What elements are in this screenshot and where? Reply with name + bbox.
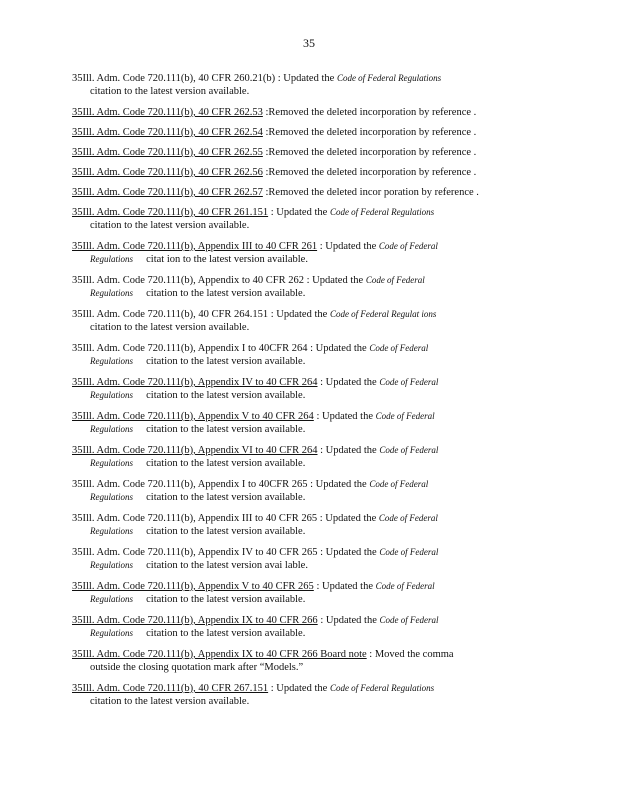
change-entry — [72, 342, 552, 368]
entry-reference: 35Ill. Adm. Code 720.111(b), 40 CFR 262.55 — [72, 147, 263, 158]
entry-text: : Updated the — [277, 73, 335, 84]
entry-continuation-text: citation to the latest version available. — [146, 424, 306, 435]
entry-italic: Code of Federal — [379, 377, 439, 387]
entry-italic: Code of Federal — [369, 479, 429, 489]
entry-italic-cont: Regulations — [90, 424, 133, 434]
entry-reference: 35Ill. Adm. Code 720.111(b), Appendix IV to 40 CFR 264 — [72, 377, 318, 388]
entry-italic: Code of Federal — [375, 581, 435, 591]
entry-reference: 35Ill. Adm. Code 720.111(b), Appendix V to 40 CFR 264 — [72, 411, 314, 422]
entry-text: : Updated the — [320, 615, 377, 626]
entry-continuation — [72, 695, 552, 708]
entry-reference: 35Ill. Adm. Code 720.111(b), 40 CFR 262.56 — [72, 167, 263, 178]
change-entry — [72, 376, 552, 402]
entry-italic-cont: Regulations — [90, 526, 133, 536]
entry-italic: Code of Federal Regulations — [329, 683, 435, 693]
change-entry — [72, 444, 552, 470]
entry-text: :Removed the deleted incorporation by reference . — [265, 167, 477, 178]
entry-reference: 35Ill. Adm. Code 720.111(b), 40 CFR 262.53 — [72, 107, 263, 118]
entry-continuation — [72, 219, 552, 232]
entry-continuation — [72, 355, 552, 368]
change-list — [72, 72, 552, 716]
entry-reference: 35Ill. Adm. Code 720.111(b), Appendix VI to 40 CFR 264 — [72, 445, 318, 456]
entry-continuation — [72, 525, 552, 538]
change-entry — [72, 146, 552, 159]
entry-italic-cont: Regulations — [90, 458, 133, 468]
entry-continuation-text: citation to the latest version available. — [146, 492, 306, 503]
entry-text: : Updated the — [270, 207, 328, 218]
entry-text: : Updated the — [319, 241, 377, 252]
change-entry — [72, 274, 552, 300]
entry-continuation — [72, 457, 552, 470]
entry-continuation — [72, 491, 552, 504]
entry-text: : Updated the — [316, 411, 374, 422]
entry-continuation — [72, 287, 552, 300]
entry-continuation — [72, 661, 552, 674]
entry-continuation-text: citation to the latest version available. — [146, 628, 306, 639]
entry-text: : Updated the — [316, 581, 374, 592]
change-entry — [72, 410, 552, 436]
entry-italic-cont: Regulations — [90, 594, 133, 604]
entry-reference: 35Ill. Adm. Code 720.111(b), 40 CFR 264.151 — [72, 309, 269, 320]
entry-italic: Code of Federal — [379, 445, 439, 455]
change-entry — [72, 240, 552, 266]
entry-text: : Updated the — [270, 683, 328, 694]
entry-text: : Updated the — [320, 377, 377, 388]
change-entry — [72, 546, 552, 572]
entry-reference: 35Ill. Adm. Code 720.111(b), Appendix I to 40CFR 265 — [72, 479, 308, 490]
entry-reference: 35Ill. Adm. Code 720.111(b), 40 CFR 262.54 — [72, 127, 263, 138]
change-entry — [72, 648, 552, 674]
change-entry — [72, 512, 552, 538]
entry-italic-cont: Regulations — [90, 560, 133, 570]
entry-continuation-text: citation to the latest version available. — [90, 696, 250, 707]
entry-reference: 35Ill. Adm. Code 720.111(b), Appendix IV to 40 CFR 265 — [72, 547, 318, 558]
entry-italic: Code of Federal Regulat ions — [329, 309, 437, 319]
change-entry — [72, 682, 552, 708]
entry-continuation — [72, 321, 552, 334]
change-entry — [72, 580, 552, 606]
entry-reference: 35Ill. Adm. Code 720.111(b), 40 CFR 260.21(b) — [72, 73, 276, 84]
entry-continuation — [72, 253, 552, 266]
entry-text: : Moved the comma — [369, 649, 454, 660]
change-entry — [72, 478, 552, 504]
entry-continuation-text: citation to the latest version available. — [146, 390, 306, 401]
entry-continuation-text: citation to the latest version avai lable. — [146, 560, 308, 571]
entry-reference: 35Ill. Adm. Code 720.111(b), 40 CFR 267.151 — [72, 683, 269, 694]
entry-text: : Updated the — [320, 547, 377, 558]
entry-text: :Removed the deleted incor poration by reference . — [265, 187, 479, 198]
entry-italic: Code of Federal — [379, 615, 439, 625]
change-entry — [72, 308, 552, 334]
change-entry — [72, 186, 552, 199]
entry-italic: Code of Federal — [378, 513, 438, 523]
entry-italic-cont: Regulations — [90, 288, 133, 298]
entry-continuation-text: citation to the latest version available. — [146, 526, 306, 537]
entry-reference: 35Ill. Adm. Code 720.111(b), 40 CFR 261.151 — [72, 207, 269, 218]
entry-italic: Code of Federal — [365, 275, 425, 285]
entry-reference: 35Ill. Adm. Code 720.111(b), Appendix I to 40CFR 264 — [72, 343, 308, 354]
entry-continuation — [72, 389, 552, 402]
entry-continuation-text: citation to the latest version available. — [90, 322, 250, 333]
entry-text: : Updated the — [310, 343, 367, 354]
change-entry — [72, 72, 552, 98]
entry-text: :Removed the deleted incorporation by reference . — [265, 147, 477, 158]
change-entry — [72, 126, 552, 139]
entry-continuation-text: citation to the latest version available. — [146, 288, 306, 299]
entry-text: : Updated the — [310, 479, 367, 490]
entry-text: :Removed the deleted incorporation by reference . — [265, 107, 477, 118]
entry-italic-cont: Regulations — [90, 254, 133, 264]
entry-text: : Updated the — [319, 513, 377, 524]
entry-italic-cont: Regulations — [90, 390, 133, 400]
entry-italic: Code of Federal — [375, 411, 435, 421]
entry-italic-cont: Regulations — [90, 356, 133, 366]
change-entry — [72, 206, 552, 232]
change-entry — [72, 166, 552, 179]
entry-italic: Code of Federal — [378, 241, 438, 251]
entry-text: : Updated the — [306, 275, 364, 286]
entry-reference: 35Ill. Adm. Code 720.111(b), 40 CFR 262.57 — [72, 187, 263, 198]
entry-text: :Removed the deleted incorporation by reference . — [265, 127, 477, 138]
entry-continuation-text: citation to the latest version available. — [146, 594, 306, 605]
entry-italic: Code of Federal Regulations — [336, 73, 442, 83]
entry-reference: 35Ill. Adm. Code 720.111(b), Appendix III to 40 CFR 261 — [72, 241, 318, 252]
change-entry — [72, 614, 552, 640]
entry-continuation — [72, 593, 552, 606]
entry-reference: 35Ill. Adm. Code 720.111(b), Appendix IX to 40 CFR 266 — [72, 615, 318, 626]
entry-continuation-text: citation to the latest version available. — [146, 458, 306, 469]
change-entry — [72, 106, 552, 119]
entry-reference: 35Ill. Adm. Code 720.111(b), Appendix V to 40 CFR 265 — [72, 581, 314, 592]
page-number: 35 — [303, 36, 315, 50]
entry-reference: 35Ill. Adm. Code 720.111(b), Appendix to 40 CFR 262 — [72, 275, 304, 286]
entry-continuation-text: citation to the latest version available. — [90, 220, 250, 231]
entry-reference: 35Ill. Adm. Code 720.111(b), Appendix III to 40 CFR 265 — [72, 513, 318, 524]
entry-continuation — [72, 559, 552, 572]
entry-continuation — [72, 85, 552, 98]
entry-italic-cont: Regulations — [90, 492, 133, 502]
entry-continuation — [72, 627, 552, 640]
entry-italic: Code of Federal — [369, 343, 429, 353]
entry-italic: Code of Federal — [379, 547, 439, 557]
entry-reference: 35Ill. Adm. Code 720.111(b), Appendix IX to 40 CFR 266 Board note — [72, 649, 367, 660]
entry-continuation-text: citation to the latest version available. — [146, 356, 306, 367]
entry-italic-cont: Regulations — [90, 628, 133, 638]
entry-continuation-text: citation to the latest version available. — [90, 86, 250, 97]
entry-continuation-text: citat ion to the latest version available. — [146, 254, 308, 265]
entry-continuation-text: outside the closing quotation mark after “Models.” — [90, 662, 304, 673]
entry-text: : Updated the — [320, 445, 377, 456]
entry-continuation — [72, 423, 552, 436]
entry-text: : Updated the — [270, 309, 328, 320]
entry-italic: Code of Federal Regulations — [329, 207, 435, 217]
